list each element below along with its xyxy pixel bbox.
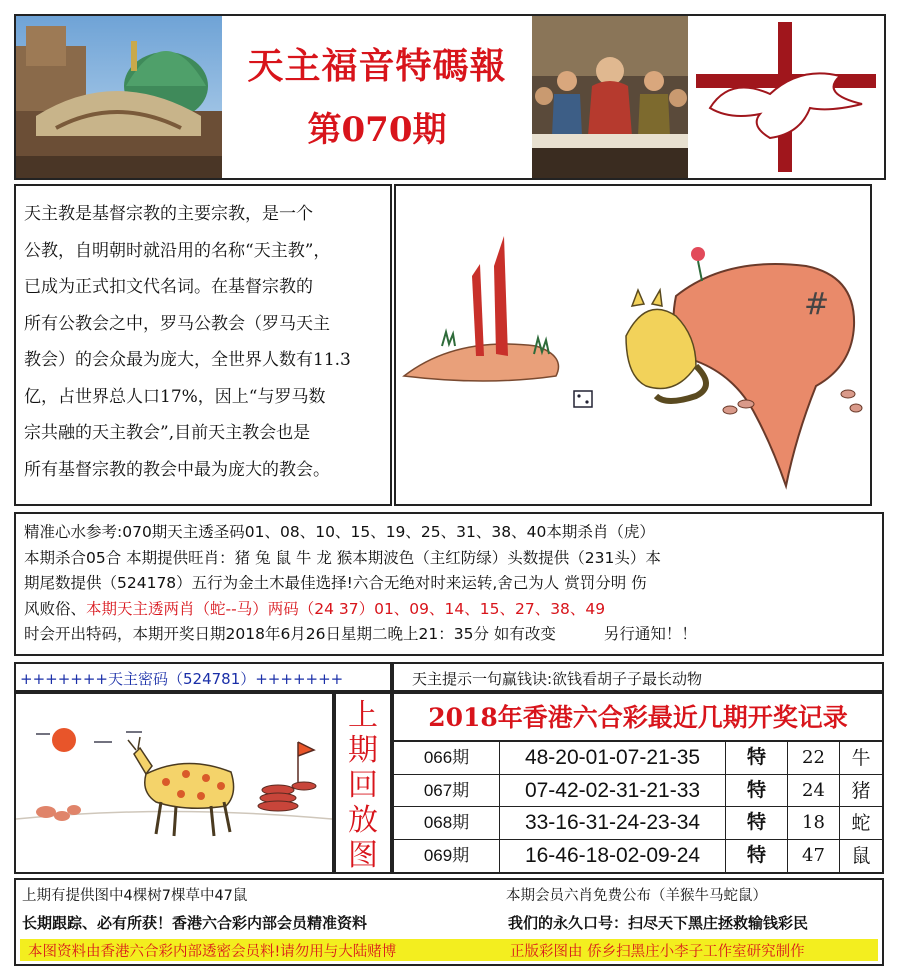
review-char: 放 [348, 803, 378, 838]
cathedral-photo [16, 16, 222, 178]
footer-line1-right: 本期会员六肖免费公布（羊猴牛马蛇鼠） [506, 888, 767, 904]
special-label-cell: 特 [726, 775, 788, 807]
notes-line: 期尾数提供（524178）五行为金土木最佳选择!六合无绝对时来运转,舍己为人 赏罚分明 伤 [24, 574, 647, 592]
zodiac-cell: 鼠 [851, 844, 871, 867]
intro-line: 宗共融的天主教会”,目前天主教会也是 [24, 423, 311, 443]
deer-cartoon [16, 694, 332, 872]
footer-line2-left: 长期跟踪、必有所获！香港六合彩内部会员精准资料 [22, 914, 368, 932]
secret-code: +++++++天主密码（524781）+++++++ [20, 670, 344, 688]
table-row [394, 840, 882, 873]
special-number-cell: 22 [788, 742, 840, 774]
tip-text: 天主提示一句赢钱诀:欲钱看胡子子最长动物 [412, 670, 703, 688]
intro-text-box [14, 184, 392, 506]
intro-line: 所有公教会之中，罗马公教会（罗马天主 [24, 313, 330, 334]
table-row [394, 775, 882, 808]
period-cell: 067期 [394, 775, 500, 807]
period-cell: 066期 [394, 742, 500, 774]
review-label-box [334, 692, 392, 874]
table-row [394, 807, 882, 840]
notes-text-black: 风败俗、 [24, 599, 87, 618]
intro-line: 公教，自明朝时就沿用的名称“天主教”， [24, 240, 331, 261]
numbers-cell: 33-16-31-24-23-34 [500, 807, 726, 839]
records-table [394, 742, 882, 872]
special-label-cell: 特 [726, 840, 788, 872]
cat-rock-cartoon [396, 186, 870, 504]
records-box [392, 692, 884, 874]
cross-dove-illustration [690, 16, 884, 178]
zodiac-cell: 蛇 [851, 812, 871, 834]
page-title: 天主福音特碼報 [247, 45, 507, 87]
special-number-cell: 47 [788, 840, 840, 872]
footer-line3-left: 本图资料由香港六合彩内部透密会员料!请勿用与大陆赌博 [28, 944, 397, 960]
footer-line2-right: 我们的永久口号：扫尽天下黑庄拯救输钱彩民 [508, 914, 809, 932]
deer-cartoon-box [14, 692, 334, 874]
intro-line: 天主教是基督宗教的主要宗教，是一个 [24, 204, 313, 224]
notes-draw-date: 时会开出特码，本期开奖日期2018年6月26日星期二晚上21：35分 如有改变 [24, 625, 556, 643]
numbers-cell: 07-42-02-31-21-33 [500, 775, 726, 807]
notes-line-5 [24, 622, 880, 648]
last-supper-painting [532, 16, 688, 178]
notes-line-4 [24, 597, 880, 623]
tip-bar [392, 662, 884, 692]
notes-highlight-red: 本期天主透两肖（蛇--马）两码（24 37）01、09、14、15、27、38、49 [86, 599, 606, 618]
numbers-cell: 48-20-01-07-21-35 [500, 742, 726, 774]
review-char: 上 [348, 698, 378, 733]
intro-line: 教会）的会众最为庞大，全世界人数有11.3 [24, 350, 351, 370]
notes-notice: 另行通知！！ [603, 625, 697, 643]
table-row [394, 742, 882, 775]
review-char: 回 [348, 768, 378, 803]
footer-line1-left: 上期有提供图中4棵树7棵草中47鼠 [22, 888, 248, 904]
issue-number: 第070期 [307, 110, 447, 150]
review-char: 图 [348, 838, 378, 873]
special-number-cell: 18 [788, 807, 840, 839]
intro-paragraph [24, 196, 388, 488]
notes-line: 本期杀合05合 本期提供旺肖：猪 兔 鼠 牛 龙 猴本期波色（主红防绿）头数提供（231头）本 [24, 548, 661, 567]
footer-highlight-bar [20, 939, 878, 961]
notes-line: 精准心水参考:070期天主透圣码01、08、10、15、19、25、31、38、40本期杀肖（虎） [24, 523, 655, 541]
cartoon-box [394, 184, 872, 506]
rock-mark: # [804, 287, 830, 322]
records-title: 2018年香港六合彩最近几期开奖记录 [394, 698, 882, 742]
special-number-cell: 24 [788, 775, 840, 807]
special-label-cell: 特 [726, 742, 788, 774]
secret-code-bar [14, 662, 392, 692]
notes-text [24, 520, 880, 648]
period-cell: 069期 [394, 840, 500, 872]
review-label [336, 698, 390, 873]
special-label-cell: 特 [726, 807, 788, 839]
notes-box [14, 512, 884, 656]
intro-line: 亿，占世界总人口17%，因上“与罗马数 [24, 386, 326, 407]
intro-line: 已成为正式扣文代名词。在基督宗教的 [24, 277, 313, 297]
masthead [224, 16, 530, 178]
footer-line3-right: 正版彩图由 侨乡扫黑庄小李子工作室研究制作 [510, 944, 805, 960]
footer-box [14, 878, 884, 966]
period-cell: 068期 [394, 807, 500, 839]
numbers-cell: 16-46-18-02-09-24 [500, 840, 726, 872]
intro-line: 所有基督宗教的教会中最为庞大的教会。 [24, 459, 330, 480]
review-char: 期 [348, 733, 378, 768]
zodiac-cell: 猪 [851, 779, 871, 802]
zodiac-cell: 牛 [851, 747, 871, 769]
